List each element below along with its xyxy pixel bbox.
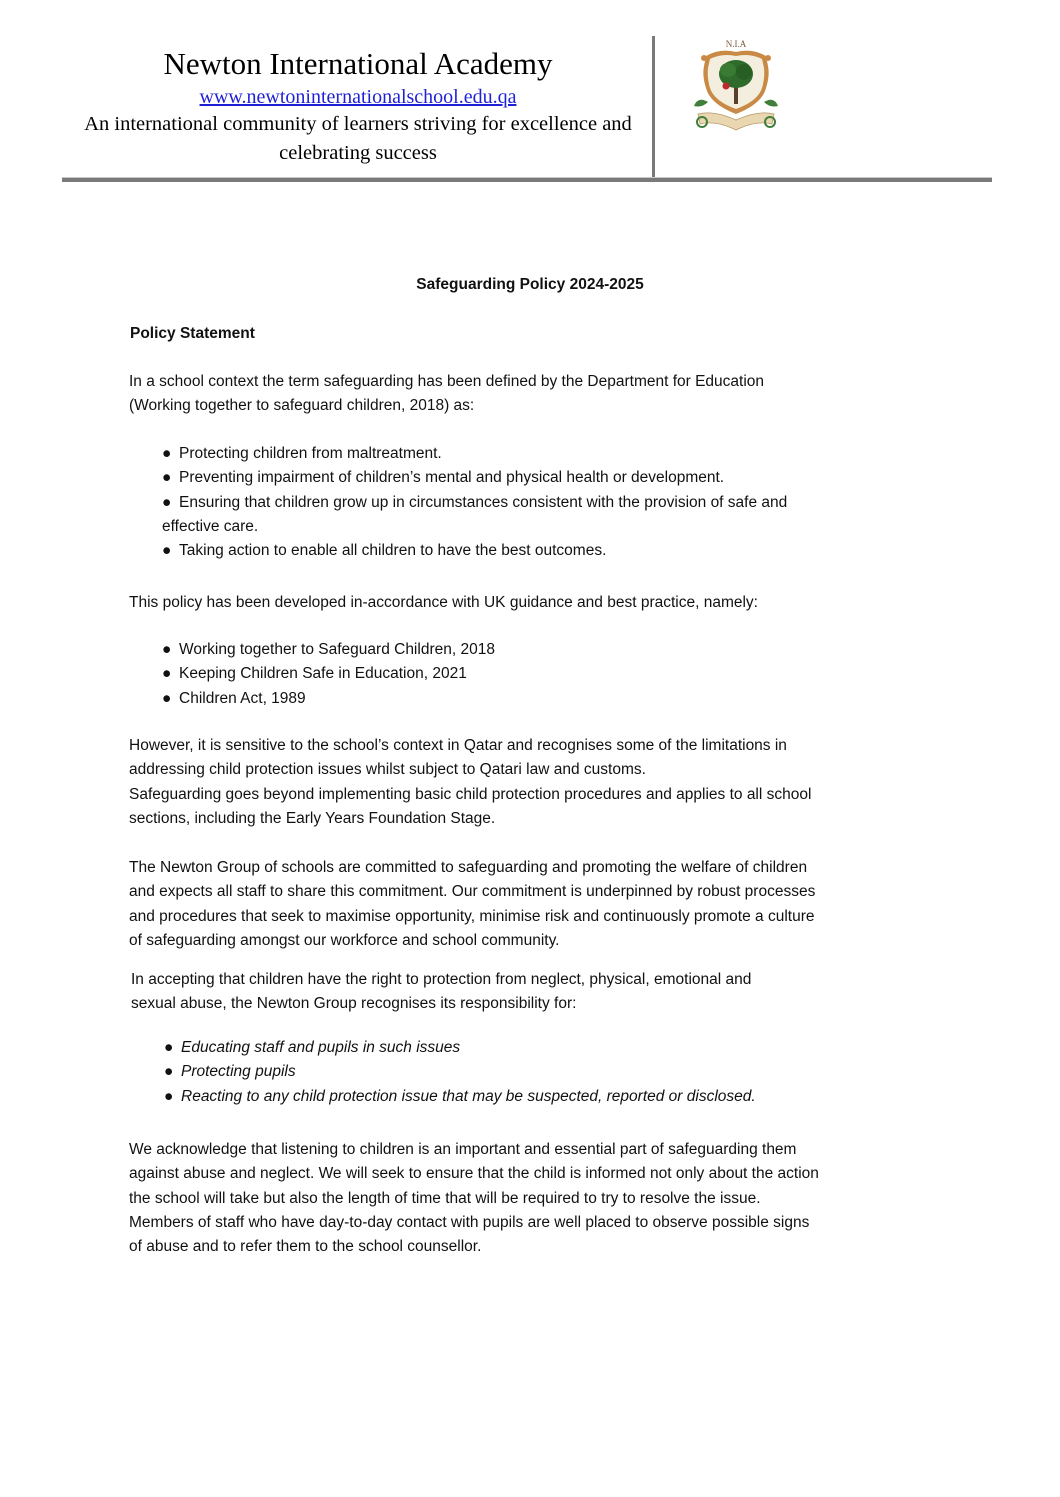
list-item: ● Protecting children from maltreatment. — [162, 442, 922, 466]
section-title-policy-statement: Policy Statement — [130, 325, 255, 342]
list-item: ● Ensuring that children grow up in circumstances consistent with the provision of safe and effective care. — [162, 491, 922, 540]
bullet-icon: ● — [164, 1087, 174, 1105]
bullet-icon: ● — [162, 469, 172, 487]
tagline-line-2: celebrating success — [279, 142, 437, 164]
list-item: ● Keeping Children Safe in Education, 2021 — [162, 662, 922, 686]
list-item: ● Children Act, 1989 — [162, 687, 922, 711]
list-item: ● Taking action to enable all children to have the best outcomes. — [162, 539, 922, 563]
header-vertical-divider — [652, 36, 655, 181]
list-item: ● Protecting pupils — [164, 1060, 924, 1084]
letterhead — [62, 44, 654, 168]
responsibility-list — [164, 1036, 924, 1109]
bullet-icon: ● — [164, 1039, 174, 1056]
commitment-paragraph: The Newton Group of schools are committed to safeguarding and promoting the welfare of children and expects all staff to share this commitment. Our commitment is underpinned by robust processes and procedures that seek to maximise opportunity, minimise risk and continuously promote a culture of safeguarding amongst our workforce and school community. — [129, 859, 816, 949]
bullet-icon: ● — [162, 641, 172, 658]
school-website-link[interactable]: www.newtoninternationalschool.edu.qa — [199, 86, 517, 108]
header-horizontal-divider — [62, 177, 992, 182]
bullet-icon: ● — [162, 445, 172, 462]
list-item: ● Working together to Safeguard Children, 2018 — [162, 638, 922, 662]
listening-paragraph: We acknowledge that listening to children is an important and essential part of safeguarding them against abuse and neglect. We will seek to ensure that the child is informed not only about the action the school will take but also the length of time that will be required to try to resolve the issue. Members of staff who have day-to-day contact with pupils are well placed to observe possible signs of abuse and to refer them to the school counsellor. — [129, 1141, 819, 1256]
svg-text:N.I.A: N.I.A — [725, 39, 747, 49]
intro-line-1: In a school context the term safeguarding has been defined by the Department for Education — [129, 373, 765, 390]
context-paragraph: However, it is sensitive to the school’s context in Qatar and recognises some of the limitations in addressing child protection issues whilst subject to Qatari law and customs. Safeguarding goes beyond implementing basic child protection procedures and applies to all school sections, including the Early Years Foundation Stage. — [129, 737, 812, 827]
tagline-line-1: An international community of learners striving for excellence and — [84, 113, 632, 135]
list-item: ● Preventing impairment of children’s mental and physical health or development. — [162, 466, 922, 490]
list-item: ● Educating staff and pupils in such issues — [164, 1036, 924, 1060]
intro-line-2: (Working together to safeguard children, 2018) as: — [129, 397, 475, 415]
school-name: Newton International Academy — [163, 46, 553, 81]
rights-paragraph: In accepting that children have the right to protection from neglect, physical, emotional and sexual abuse, the Newton Group recognises its responsibility for: — [131, 971, 752, 1013]
definition-list — [162, 442, 922, 563]
guidance-intro: This policy has been developed in-accordance with UK guidance and best practice, namely: — [129, 594, 758, 611]
guidance-list — [162, 638, 922, 711]
school-crest-icon — [684, 36, 788, 140]
intro-paragraph — [129, 370, 939, 419]
document-title: Safeguarding Policy 2024-2025 — [416, 276, 644, 293]
bullet-icon: ● — [162, 542, 172, 560]
list-item: ● Reacting to any child protection issue that may be suspected, reported or disclosed. — [164, 1085, 924, 1109]
bullet-icon: ● — [164, 1063, 174, 1081]
bullet-icon: ● — [162, 689, 172, 707]
bullet-icon: ● — [162, 665, 172, 683]
bullet-icon: ● — [162, 493, 172, 511]
